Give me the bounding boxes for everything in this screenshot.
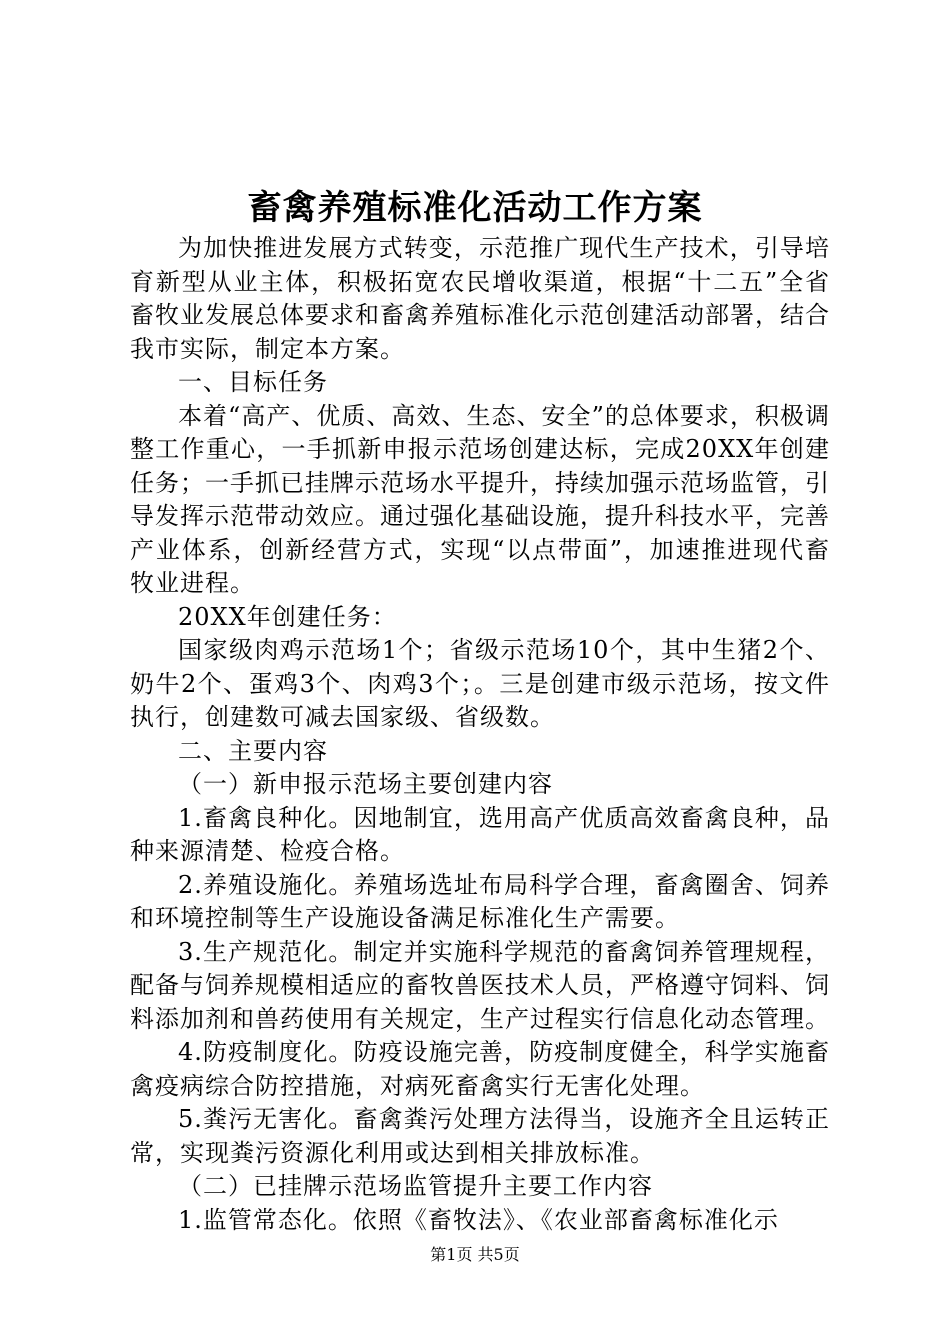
paragraph-tasks: 国家级肉鸡示范场1个；省级示范场10个，其中生猪2个、奶牛2个、蛋鸡3个、肉鸡3个；。三是创建市级示范场，按文件执行，创建数可减去国家级、省级数。 [130, 636, 830, 731]
page-footer: 第1页 共5页 [430, 1245, 520, 1264]
section-heading-content: 二、主要内容 [178, 736, 328, 765]
section-heading-goals: 一、目标任务 [178, 368, 328, 396]
paragraph-tasks-heading: 20XX年创建任务： [178, 602, 397, 631]
list-item-epidemic: 4.防疫制度化。防疫设施完善，防疫制度健全，科学实施畜禽疫病综合防控措施，对病死畜禽实行无害化处理。 [130, 1038, 830, 1100]
document-title: 畜禽养殖标准化活动工作方案 [247, 188, 703, 228]
list-item-supervision: 1.监管常态化。依照《畜牧法》、《农业部畜禽标准化示 [178, 1205, 779, 1234]
list-item-facilities: 2.养殖设施化。养殖场选址布局科学合理，畜禽圈舍、饲养和环境控制等生产设施设备满足标准化生产需要。 [130, 870, 830, 932]
subsection-heading-new: （一）新申报示范场主要创建内容 [178, 770, 553, 798]
paragraph-intro: 为加快推进发展方式转变，示范推广现代生产技术，引导培育新型从业主体，积极拓宽农民增收渠道，根据“十二五”全省畜牧业发展总体要求和畜禽养殖标准化示范创建活动部署，结合我市实际，制定本方案。 [130, 234, 830, 363]
paragraph-goals: 本着“高产、优质、高效、生态、安全”的总体要求，积极调整工作重心，一手抓新申报示范场创建达标，完成20XX年创建任务；一手抓已挂牌示范场水平提升，持续加强示范场监管，引导发挥示范带动效应。通过强化基础设施，提升科技水平，完善产业体系，创新经营方式，实现“以点带面”，加速推进现代畜牧业进程。 [130, 401, 830, 597]
list-item-production: 3.生产规范化。制定并实施科学规范的畜禽饲养管理规程，配备与饲养规模相适应的畜牧兽医技术人员，严格遵守饲料、饲料添加剂和兽药使用有关规定，生产过程实行信息化动态管理。 [130, 937, 830, 1033]
list-item-waste: 5.粪污无害化。畜禽粪污处理方法得当，设施齐全且运转正常，实现粪污资源化利用或达到相关排放标准。 [130, 1105, 830, 1167]
subsection-heading-existing: （二）已挂牌示范场监管提升主要工作内容 [178, 1172, 653, 1200]
list-item-breeds: 1.畜禽良种化。因地制宜，选用高产优质高效畜禽良种，品种来源清楚、检疫合格。 [130, 803, 830, 865]
document-body [130, 232, 830, 1237]
